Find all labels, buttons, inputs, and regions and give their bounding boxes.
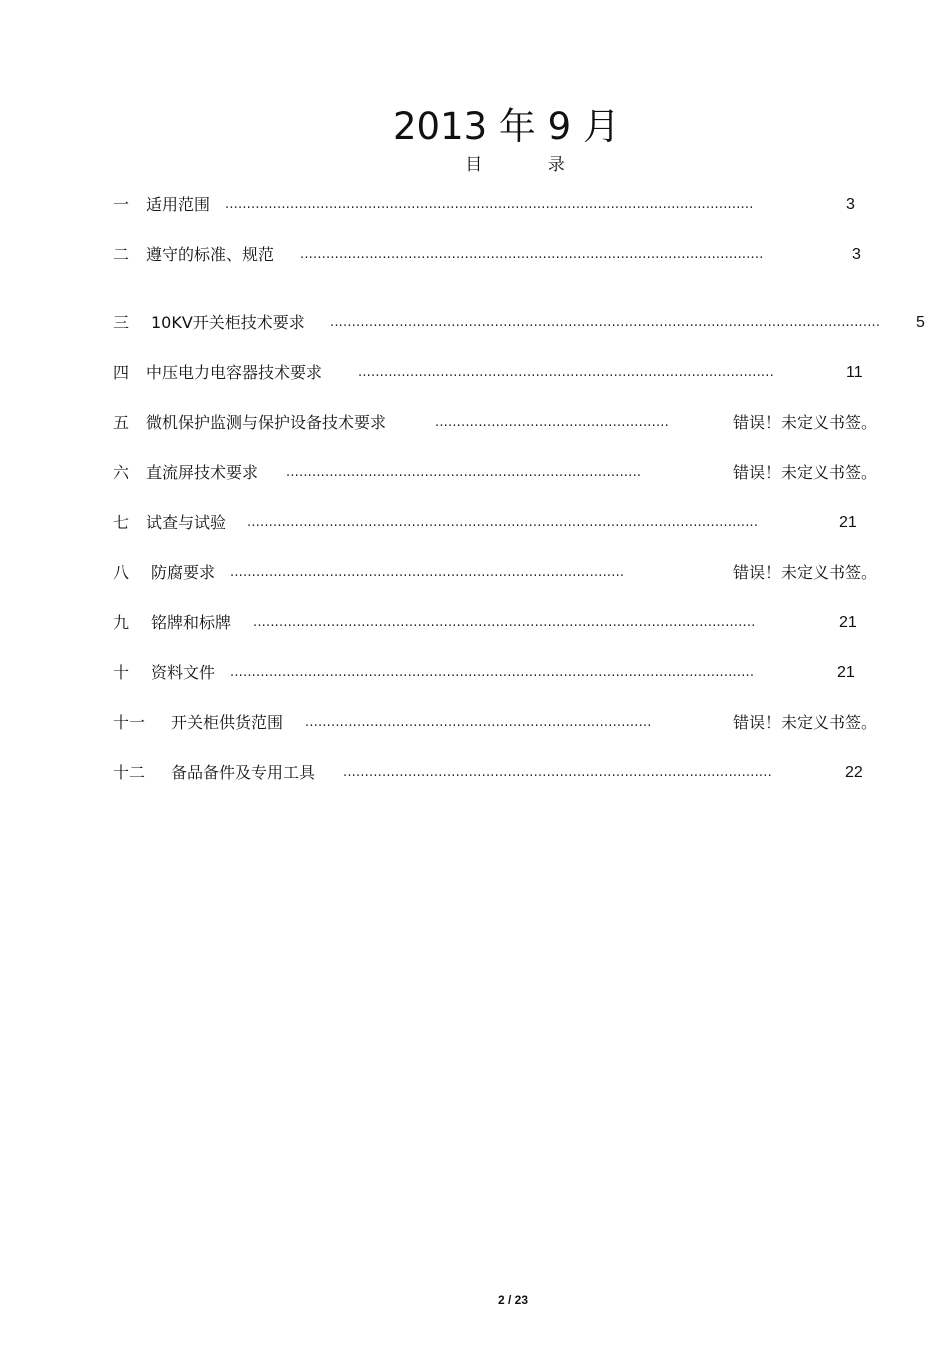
toc-entry-dots: ................................................................................ <box>305 715 652 730</box>
toc-entry-title: 中压电力电容器技术要求 <box>146 363 323 382</box>
toc-entry-title: 试查与试验 <box>146 513 227 532</box>
page-footer: 2 / 23 <box>497 1293 529 1307</box>
toc-entry-page: 3 <box>846 196 855 213</box>
toc-entry-dots: ............................................................................................................................... <box>330 315 881 330</box>
toc-entry-page: 5 <box>916 314 925 331</box>
toc-entry-title: 备品备件及专用工具 <box>171 763 316 782</box>
toc-entry-title: 微机保护监测与保护设备技术要求 <box>146 413 387 432</box>
toc-entry-number: 十二 <box>113 763 146 782</box>
toc-entry-number: 四 <box>113 363 130 382</box>
toc-entry-page: 21 <box>839 514 857 531</box>
document-title: 2013 年 9 月 <box>393 105 620 148</box>
toc-entry-page: 错误！未定义书签。 <box>733 563 878 582</box>
toc-entry-page: 错误！未定义书签。 <box>733 413 878 432</box>
toc-entry-page: 错误！未定义书签。 <box>733 713 878 732</box>
toc-entry-dots: ........................................................................................................... <box>300 247 764 262</box>
toc-entry-title: 直流屏技术要求 <box>146 463 259 482</box>
toc-entry-dots: .................................................................................................................... <box>253 615 756 630</box>
toc-entry-title: 10KV开关柜技术要求 <box>151 313 305 332</box>
toc-entry-number: 五 <box>113 413 130 432</box>
toc-entry-page: 21 <box>839 614 857 631</box>
toc-entry-dots: .......................................................................................................................... <box>225 197 754 212</box>
toc-entry-page: 3 <box>852 246 861 263</box>
toc-entry-title: 资料文件 <box>151 663 216 682</box>
toc-entry-number: 二 <box>113 245 130 264</box>
toc-entry-title: 铭牌和标牌 <box>151 613 232 632</box>
toc-entry-number: 十 <box>113 663 130 682</box>
toc-entry-number: 七 <box>113 513 130 532</box>
toc-entry-title: 适用范围 <box>146 195 211 214</box>
toc-entry-number: 九 <box>113 613 130 632</box>
toc-entry-title: 遵守的标准、规范 <box>146 245 275 264</box>
toc-entry-page: 21 <box>837 664 855 681</box>
toc-entry-number: 六 <box>113 463 130 482</box>
toc-entry-title: 开关柜供货范围 <box>171 713 284 732</box>
toc-entry-page: 22 <box>845 764 863 781</box>
toc-entry-dots: .................................................................................. <box>286 465 642 480</box>
toc-entry-dots: ................................................................................................ <box>358 365 774 380</box>
toc-entry-dots: ................................................................................................... <box>343 765 772 780</box>
toc-entry-number: 十一 <box>113 713 146 732</box>
toc-entry-dots: ......................................................................................................................... <box>230 665 755 680</box>
toc-entry-number: 三 <box>113 313 130 332</box>
toc-entry-page: 错误！未定义书签。 <box>733 463 878 482</box>
toc-entry-title: 防腐要求 <box>151 563 216 582</box>
toc-entry-number: 一 <box>113 195 130 214</box>
toc-entry-page: 11 <box>846 364 863 381</box>
toc-heading: 目 录 <box>465 155 565 175</box>
toc-entry-number: 八 <box>113 563 130 582</box>
toc-entry-dots: ...................................................... <box>435 415 669 430</box>
toc-entry-dots: ...................................................................................................................... <box>247 515 759 530</box>
toc-entry-dots: ........................................................................................... <box>230 565 625 580</box>
